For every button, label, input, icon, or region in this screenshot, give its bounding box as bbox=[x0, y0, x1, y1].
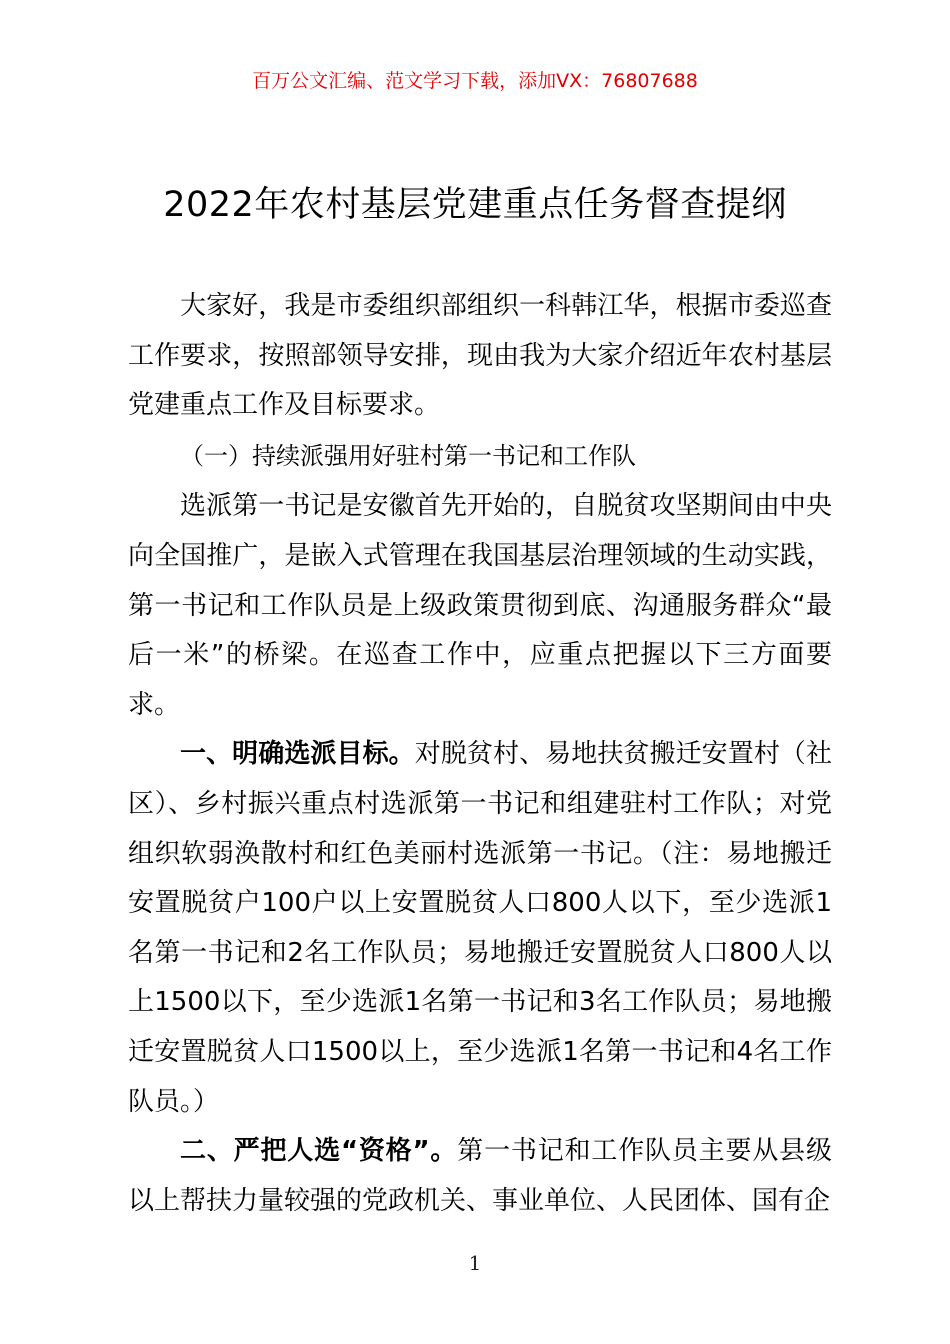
point-one-body: 对脱贫村、易地扶贫搬迁安置村（社区）、乡村振兴重点村选派第一书记和组建驻村工作队；对党组织软弱涣散村和红色美丽村选派第一书记。（注：易地搬迁安置脱贫户100户以上安置脱贫人口800人以下，至少选派1名第一书记和2名工作队员；易地搬迁安置脱贫人口800人以上1500以下，至少选派1名第一书记和3名工作队员；易地搬迁安置脱贫人口1500以上，至少选派1名第一书记和4名工作队员。） bbox=[128, 739, 832, 1117]
document-body bbox=[128, 282, 832, 1226]
point-two-lead: 二、严把人选“资格”。 bbox=[180, 1136, 458, 1167]
section-body-paragraph: 选派第一书记是安徽首先开始的，自脱贫攻坚期间由中央向全国推广，是嵌入式管理在我国基层治理领域的生动实践，第一书记和工作队员是上级政策贯彻到底、沟通服务群众“最后一米”的桥梁。在巡查工作中，应重点把握以下三方面要求。 bbox=[128, 491, 832, 720]
page-number: 1 bbox=[468, 1251, 482, 1275]
point-one-lead: 一、明确选派目标。 bbox=[180, 739, 415, 770]
intro-paragraph: 大家好，我是市委组织部组织一科韩江华，根据市委巡查工作要求，按照部领导安排，现由我为大家介绍近年农村基层党建重点工作及目标要求。 bbox=[128, 291, 832, 421]
point-two-body: 第一书记和工作队员主要从县级以上帮扶力量较强的党政机关、事业单位、人民团体、国有企 bbox=[128, 1136, 832, 1216]
document-title: 2022年农村基层党建重点任务督查提纲 bbox=[163, 185, 787, 225]
point-one-paragraph bbox=[128, 730, 832, 1127]
point-two-paragraph bbox=[128, 1127, 832, 1226]
header-watermark-banner: 百万公文汇编、范文学习下载，添加VX：76807688 bbox=[252, 70, 698, 92]
section-heading: （一）持续派强用好驻村第一书记和工作队 bbox=[180, 441, 636, 470]
